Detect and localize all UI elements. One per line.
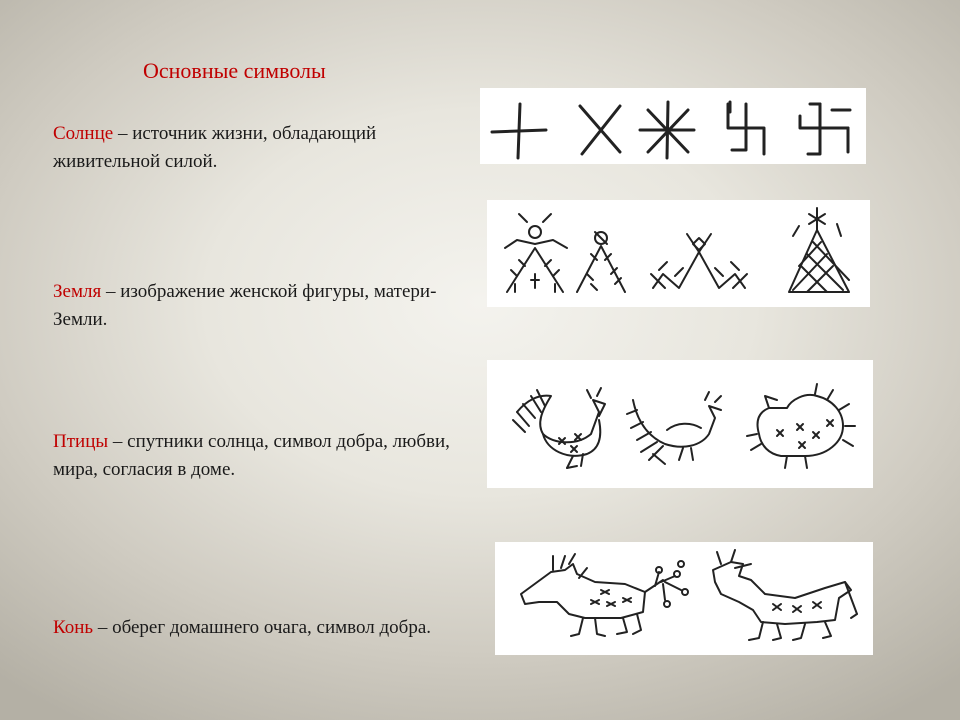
bird-symbols-drawing <box>487 360 873 488</box>
term-earth: Земля <box>53 281 102 302</box>
horse-symbols-drawing <box>495 542 873 655</box>
earth-symbols-panel <box>487 200 870 307</box>
sun-symbols-panel <box>480 88 866 164</box>
desc-sun: – источник жизни, обладающий живительной силой. <box>53 123 377 172</box>
desc-birds: – спутники солнца, символ добра, любви, мира, согласия в доме. <box>53 431 450 480</box>
item-birds <box>53 428 453 484</box>
term-birds: Птицы <box>53 431 109 452</box>
desc-horse: – оберег домашнего очага, символ добра. <box>93 617 432 638</box>
horse-symbols-panel <box>495 542 873 655</box>
item-earth <box>53 278 453 334</box>
sun-symbols-drawing <box>480 88 866 164</box>
item-horse <box>53 614 453 642</box>
slide-title: Основные символы <box>143 58 326 83</box>
bird-symbols-panel <box>487 360 873 488</box>
earth-symbols-drawing <box>487 200 870 307</box>
term-sun: Солнце <box>53 123 114 144</box>
desc-earth: – изображение женской фигуры, матери-Земли. <box>53 281 437 330</box>
item-sun <box>53 120 453 176</box>
term-horse: Конь <box>53 617 94 638</box>
